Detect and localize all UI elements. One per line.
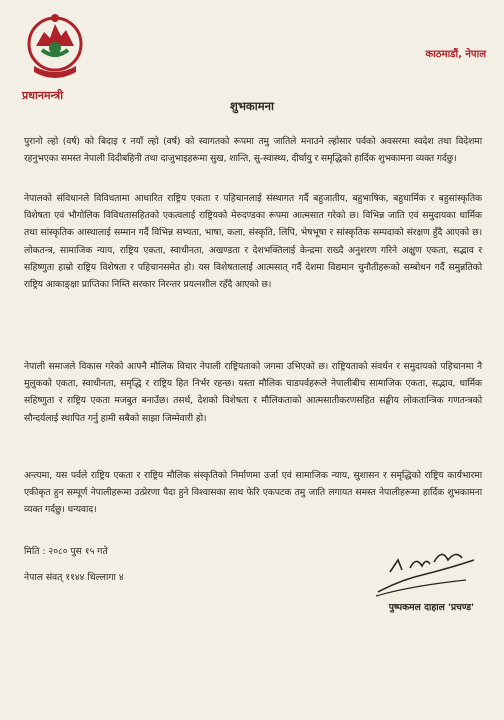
signer-name: पुष्पकमल दाहाल 'प्रचण्ड'	[388, 602, 474, 613]
date-line: मिति : २०८० पुस १५ गते	[24, 546, 108, 557]
paragraph-3: नेपाली समाजले विकास गरेको आफ्नै मौलिक विचार नेपाली राष्ट्रियताको जगमा उभिएको छ। राष्ट्रियताको संवर्धन र समुदायको पहिचानमा नै मुलुकको एकता, स्वाधीनता, समृद्धि र राष्ट्रिय हित निर्भर रहन्छ। यस्ता मौलिक चाडपर्वहरूले नेपालीबीच सामाजिक एकता, सद्भाव, धार्मिक सहिष्णुता र राष्ट्रिय एकता मजबुत बनाउँछ। तसर्थ, देशको विशेषता र मौलिकताको आत्मसातीकरणसहित सङ्घीय लोकतान्त्रिक गणतन्त्रको सौन्दर्यलाई स्थापित गर्नु हामी सबैको साझा जिम्मेवारी हो।	[24, 361, 482, 424]
paragraph-4: अन्त्यमा, यस पर्वले राष्ट्रिय एकता र राष्ट्रिय मौलिक संस्कृतिको निर्माणमा उर्जा एवं सामाजिक न्याय, सुशासन र समृद्धिको राष्ट्रिय कार्यभारमा एकीकृत हुन सम्पूर्ण नेपालीहरूमा उत्प्रेरणा पैदा हुने विश्वासका साथ फेरि एकपटक तमु जाति लगायत समस्त नेपालीहरूमा हार्दिक शुभकामना व्यक्त गर्दछु। धन्यवाद।	[24, 470, 482, 516]
location-text: काठमाडौं, नेपाल	[425, 49, 486, 60]
signature-image	[370, 540, 480, 598]
paragraph-2: नेपालको संविधानले विविधतामा आधारित राष्ट्रिय एकता र पहिचानलाई संस्थागत गर्दै बहुजातीय, बहुभाषिक, बहुधार्मिक र बहुसांस्कृतिक विशेषता एवं भौगोलिक विविधतासहितको एकत्वलाई राष्ट्रियको मेरुदण्डका रूपमा आत्मसात गरेको छ। विभिन्न जाति एवं समुदायका धार्मिक तथा सांस्कृतिक आस्थालाई सम्मान गर्दै विभिन्न सभ्यता, भाषा, कला, संस्कृति, लिपि, भेषभूषा र सांस्कृतिक सम्पदाको संरक्षण हुँदै आएको छ। लोकतन्त्र, सामाजिक न्याय, राष्ट्रिय एकता, स्वाधीनता, अखण्डता र देशभक्तिलाई केन्द्रमा राख्दै अनुशरण गरिने अक्षुण एकता, सद्भाव र सहिष्णुता हाम्रो राष्ट्रिय विशेषता र पहिचानसमेत हो। यस विशेषतालाई आत्मसात् गर्दै देशमा विद्यमान चुनौतीहरूको सम्बोधन गर्दै समुन्नतिको राष्ट्रिय आकाङ्क्षा प्राप्तिका निम्ति सरकार निरन्तर प्रयत्नशील रहँदै आएको छ।	[24, 193, 482, 291]
page-title: शुभकामना	[230, 99, 274, 113]
office-title: प्रधानमन्त्री	[22, 89, 64, 102]
nepal-coat-of-arms-icon	[24, 10, 86, 84]
nepal-samvat-line: नेपाल संवत् ११४४ थिल्लागा ४	[24, 572, 124, 583]
paragraph-1: पुरानो ल्हो (वर्ष) को बिदाइ र नयाँ ल्हो (वर्ष) को स्वागतको रूपमा तमु जातिले मनाउने ल्होसार पर्वको अवसरमा स्वदेश तथा विदेशमा रहनुभएका समस्त नेपाली दिदीबहिनी तथा दाजुभाइहरूमा सुख, शान्ति, सु-स्वास्थ्य, दीर्घायु र समृद्धिको हार्दिक शुभकामना व्यक्त गर्दछु।	[24, 136, 482, 165]
